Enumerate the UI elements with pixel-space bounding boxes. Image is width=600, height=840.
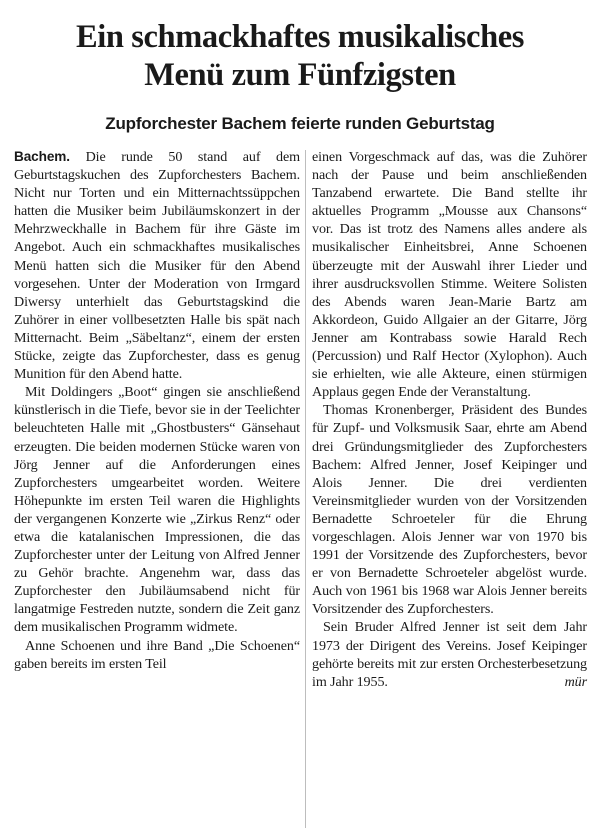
article-column-2 (312, 148, 587, 691)
paragraph-6 (312, 618, 587, 690)
headline-line-1: Ein schmackhaftes musikalisches (75, 19, 525, 55)
paragraph-6-text: Sein Bruder Alfred Jenner ist seit dem Jahr 1973 der Dirigent des Vereins. Josef Keipinger gehörte bereits mit zur ersten Orchesterbesetzung im Jahr 1955. (312, 619, 587, 690)
author-signature: mür (564, 673, 587, 690)
paragraph-2: Mit Doldingers „Boot“ gingen sie anschließend künstlerisch in die Tiefe, bevor sie in der Teelichter beleuchteten Halle mit „Ghostbusters“ Gänsehaut erzeugten. Die beiden modernen Stücke waren von Jörg Jenner auf die Anforderungen eines Zupforchesters umgearbeitet worden. Weitere Höhepunkte im ersten Teil waren die Highlights der vergangenen Konzerte wie „Zirkus Renz“ oder etwa die katalanischen Impressionen, die das Zupforchester unter der Leitung von Alfred Jenner zu Gehör brachte. Angenehm war, dass das Zupforchester den Jubiläumsabend nicht für langatmige Festreden nutzte, sondern die Zeit ganz dem musikalischen Programm widmete. (14, 384, 300, 636)
paragraph-1 (14, 148, 300, 383)
column-divider (305, 150, 306, 828)
article-column-1 (14, 148, 300, 673)
paragraph-4: einen Vorgeschmack auf das, was die Zuhörer nach der Pause und beim anschließenden Tanzabend erwartete. Die Band stellte ihr aktuelles Programm „Mousse aux Chansons“ vor. Das ist trotz des Namens alles andere als musikalischer Einheitsbrei, Anne Schoenen überzeugte mit der Auswahl ihrer Lieder und ihrer ausdrucksvollen Stimme. Weitere Solisten des Abends waren Jean-Marie Bartz am Akkordeon, Guido Allgaier an der Gitarre, Jörg Jenner am Kontrabass sowie Harald Rech (Percussion) und Ralf Hector (Xylophon). Auch sie erhielten, wie alle Akteure, einen stürmigen Applaus gegen Ende der Veranstaltung. (312, 149, 587, 401)
dateline: Bachem. (14, 149, 70, 164)
headline-line-2: Menü zum Fünfzigsten (144, 57, 456, 93)
article-headline (0, 18, 600, 94)
article-subtitle: Zupforchester Bachem feierte runden Geburtstag (105, 114, 495, 133)
paragraph-5: Thomas Kronenberger, Präsident des Bundes für Zupf- und Volksmusik Saar, ehrte am Abend drei Gründungsmitglieder des Zupforchesters Bachem: Alfred Jenner, Josef Keipinger und Alois Jenner. Die drei verdienten Vereinsmitglieder wurden von der Vorsitzenden Bernadette Schroeteler für die Ehrung vorgeschlagen. Alois Jenner war von 1970 bis 1991 der Vorsitzende des Zupforchesters, bevor er von Bernadette Schroeteler abgelöst wurde. Auch von 1961 bis 1968 war Alois Jenner bereits Vorsitzender des Zupforchesters. (312, 402, 587, 618)
paragraph-3: Anne Schoenen und ihre Band „Die Schoenen“ gaben bereits im ersten Teil (14, 637, 300, 672)
paragraph-1-text: Die runde 50 stand auf dem Geburtstagskuchen des Zupforchesters Bachem. Nicht nur Torten und ein Mitternachtssüppchen hatten die Musiker beim Jubiläumskonzert in der Mehrzweckhalle in Bachem für ihre Gäste im Angebot. Auch ein schmackhaftes musikalisches Menü hatten sich die Musiker für den Abend vorgesehen. Unter der Moderation von Irmgard Diwersy unterhielt das Geburtstagskind die Zuhörer in einer vollbesetzten Halle bis spät nach Mitternacht. Beim „Säbeltanz“, einem der ersten Stücke, zeigte das Zupforchester, dass es genug Munition für den Abend hatte. (14, 149, 300, 383)
